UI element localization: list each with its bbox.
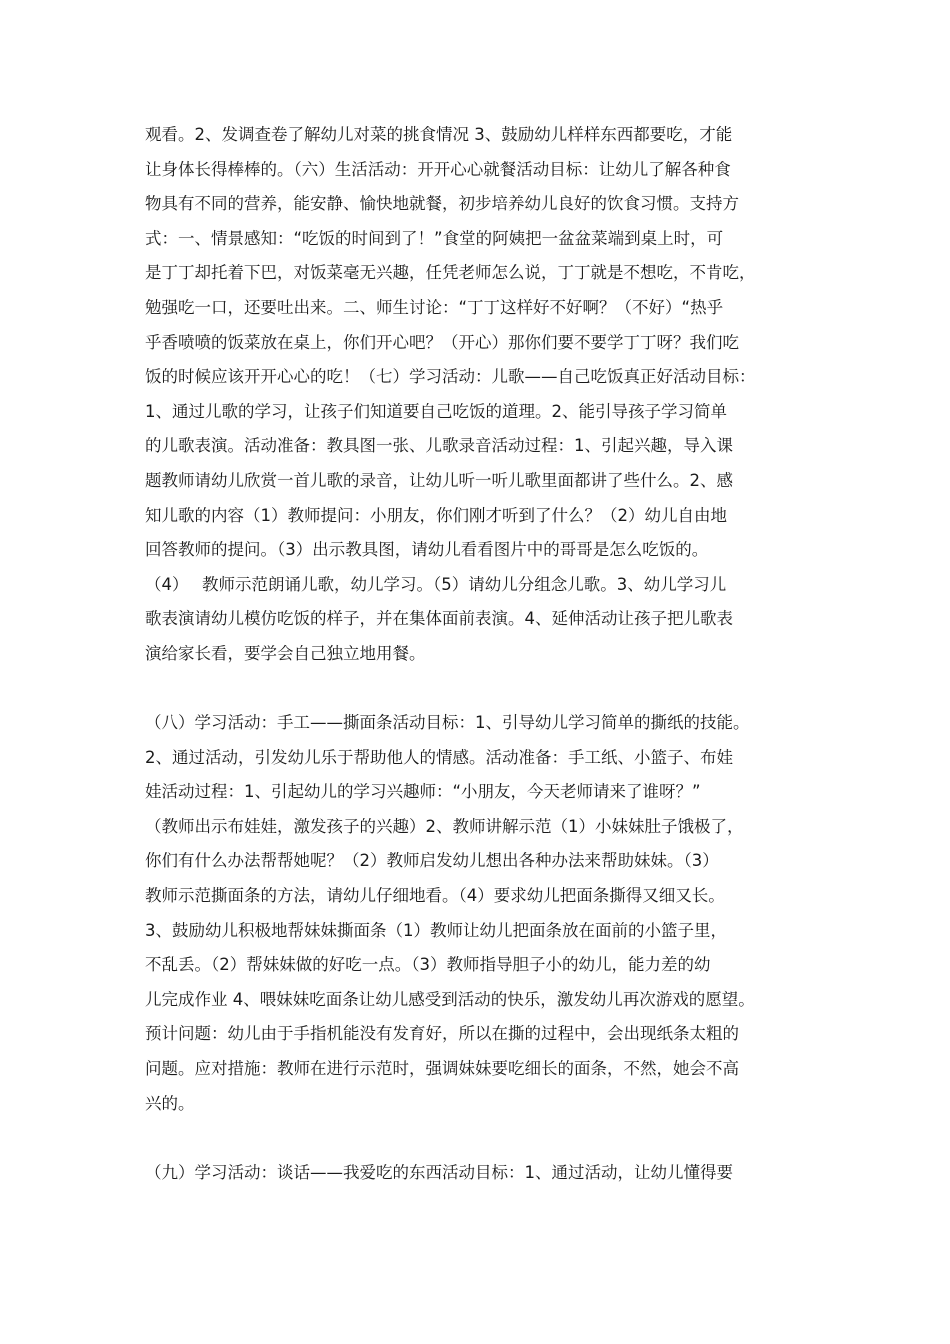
text-line: 3、鼓励幼儿积极地帮妹妹撕面条（1）教师让幼儿把面条放在面前的小篮子里，: [145, 920, 727, 940]
text-line: 饭的时候应该开开心心的吃！（七）学习活动：儿歌——自己吃饭真正好活动目标：: [145, 367, 756, 387]
text-line: （九）学习活动：谈话——我爱吃的东西活动目标：1、通过活动，让幼儿懂得要: [145, 1162, 733, 1182]
text-line: 兴的。: [145, 1093, 195, 1113]
text-line: 物具有不同的营养，能安静、愉快地就餐，初步培养幼儿良好的饮食习惯。支持方: [145, 194, 739, 214]
text-line: 演给家长看，要学会自己独立地用餐。: [145, 643, 426, 663]
text-line: 的儿歌表演。活动准备：教具图一张、儿歌录音活动过程：1、引起兴趣，导入课: [145, 436, 733, 456]
text-line: 知儿歌的内容（1）教师提问：小朋友，你们刚才听到了什么？（2）幼儿自由地: [145, 505, 727, 525]
document-body: [145, 118, 810, 1190]
text-line: 式：一、情景感知：“吃饭的时间到了！”食堂的阿姨把一盆盆菜端到桌上时，可: [145, 228, 724, 248]
text-line: （4） 教师示范朗诵儿歌，幼儿学习。（5）请幼儿分组念儿歌。3、幼儿学习儿: [145, 574, 727, 594]
text-line: 乎香喷喷的饭菜放在桌上，你们开心吧？（开心）那你们要不要学丁丁呀？我们吃: [145, 332, 739, 352]
paragraph-2: [145, 706, 810, 1121]
paragraph-3: [145, 1156, 810, 1191]
text-line: 回答教师的提问。（3）出示教具图，请幼儿看看图片中的哥哥是怎么吃饭的。: [145, 540, 709, 560]
text-line: 娃活动过程：1、引起幼儿的学习兴趣师：“小朋友，今天老师请来了谁呀？”: [145, 782, 701, 802]
text-line: 问题。应对措施：教师在进行示范时，强调妹妹要吃细长的面条，不然，她会不高: [145, 1059, 739, 1079]
text-line: 歌表演请幼儿模仿吃饭的样子，并在集体面前表演。4、延伸活动让孩子把儿歌表: [145, 609, 733, 629]
text-line: 2、通过活动，引发幼儿乐于帮助他人的情感。活动准备：手工纸、小篮子、布娃: [145, 747, 733, 767]
text-line: 你们有什么办法帮帮她呢？（2）教师启发幼儿想出各种办法来帮助妹妹。（3）: [145, 851, 719, 871]
text-line: 是丁丁却托着下巴，对饭菜毫无兴趣，任凭老师怎么说，丁丁就是不想吃，不肯吃，: [145, 263, 756, 283]
text-line: 预计问题：幼儿由于手指机能没有发育好，所以在撕的过程中，会出现纸条太粗的: [145, 1024, 739, 1044]
text-line: 教师示范撕面条的方法，请幼儿仔细地看。（4）要求幼儿把面条撕得又细又长。: [145, 886, 725, 906]
text-line: 题教师请幼儿欣赏一首儿歌的录音，让幼儿听一听儿歌里面都讲了些什么。2、感: [145, 470, 733, 490]
paragraph-gap: [145, 672, 810, 707]
text-line: 让身体长得棒棒的。（六）生活活动：开开心心就餐活动目标：让幼儿了解各种食: [145, 159, 731, 179]
text-line: 不乱丢。（2）帮妹妹做的好吃一点。（3）教师指导胆子小的幼儿，能力差的幼: [145, 955, 711, 975]
text-line: 勉强吃一口，还要吐出来。二、师生讨论：“丁丁这样好不好啊？（不好）“热乎: [145, 297, 724, 317]
text-line: 观看。2、发调查卷了解幼儿对菜的挑食情况 3、鼓励幼儿样样东西都要吃，才能: [145, 125, 733, 144]
paragraph-1: [145, 118, 810, 672]
text-line: 儿完成作业 4、喂妹妹吃面条让幼儿感受到活动的快乐，激发幼儿再次游戏的愿望。: [145, 989, 755, 1009]
text-line: 1、通过儿歌的学习，让孩子们知道要自己吃饭的道理。2、能引导孩子学习简单: [145, 401, 727, 421]
text-line: （教师出示布娃娃，激发孩子的兴趣）2、教师讲解示范（1）小妹妹肚子饿极了，: [145, 816, 744, 836]
text-line: （八）学习活动：手工——撕面条活动目标：1、引导幼儿学习简单的撕纸的技能。: [145, 713, 750, 733]
paragraph-gap: [145, 1121, 810, 1156]
